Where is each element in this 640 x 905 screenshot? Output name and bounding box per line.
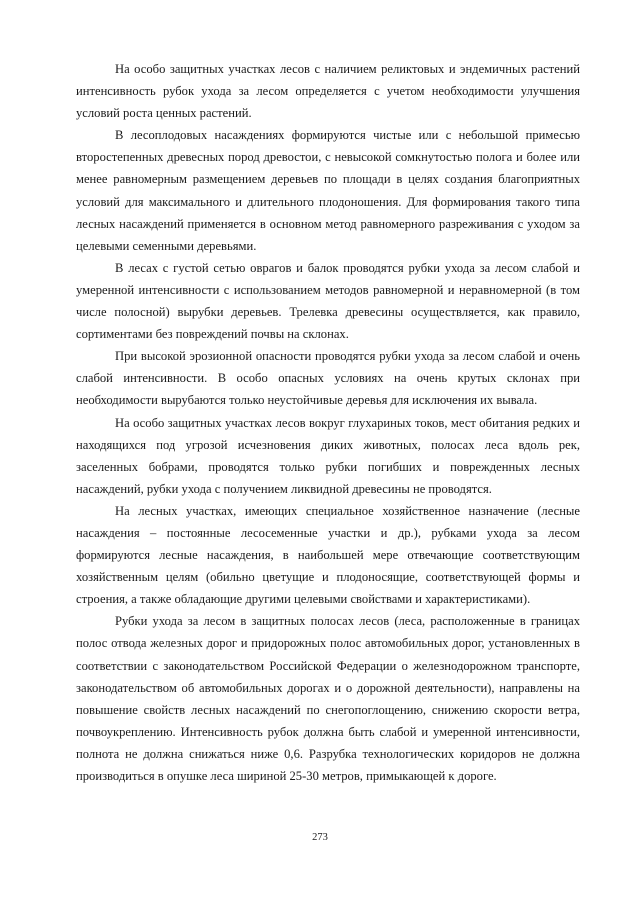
page-body xyxy=(76,58,580,787)
paragraph: На лесных участках, имеющих специальное хозяйственное назначение (лесные насаждения – постоянные лесосеменные участки и др.), рубками ухода за лесом формируются лесные насаждения, в наибольшей мере отвечающие соответствующим хозяйственным целям (обильно цветущие и плодоносящие, соответствующей формы и строения, а также обладающие другими целевыми свойствами и характеристиками). xyxy=(76,503,580,607)
paragraph: На особо защитных участках лесов вокруг глухариных токов, мест обитания редких и находящихся под угрозой исчезновения диких животных, полосах леса вдоль рек, заселенных бобрами, проводятся только рубки погибших и поврежденных лесных насаждений, рубки ухода с получением ликвидной древесины не проводятся. xyxy=(76,415,580,496)
paragraph: При высокой эрозионной опасности проводятся рубки ухода за лесом слабой и очень слабой интенсивности. В особо опасных условиях на очень крутых склонах при необходимости вырубаются только неустойчивые деревья для исключения их вывала. xyxy=(76,349,580,408)
paragraph: Рубки ухода за лесом в защитных полосах лесов (леса, расположенные в границах полос отвода железных дорог и придорожных полос автомобильных дорог, установленных в соответствии с законодательством Российской Федерации о железнодорожном транспорте, законодательством об автомобильных дорогах и о дорожной деятельности), направлены на повышение свойств лесных насаждений по снегопоглощению, снижению скорости ветра, почвоукреплению. Интенсивность рубок должна быть слабой и умеренной интенсивности, полнота не должна снижаться ниже 0,6. Разрубка технологических коридоров не должна производиться в опушке леса шириной 25-30 метров, примыкающей к дороге. xyxy=(76,614,580,783)
paragraph: В лесах с густой сетью оврагов и балок проводятся рубки ухода за лесом слабой и умеренной интенсивности с использованием методов равномерной и неравномерной (в том числе полосной) вырубки деревьев. Трелевка древесины осуществляется, как правило, сортиментами без повреждений почвы на склонах. xyxy=(76,260,580,342)
paragraph: В лесоплодовых насаждениях формируются чистые или с небольшой примесью второстепенных древесных пород древостои, с невысокой сомкнутостью полога и более или менее равномерным размещением деревьев по площади в целях создания благоприятных условий для максимального и длительного плодоношения. Для формирования такого типа лесных насаждений применяется в основном метод равномерного разреживания с уходом за целевыми семенными деревьями. xyxy=(76,128,580,253)
page-number: 273 xyxy=(312,832,328,843)
paragraph: На особо защитных участках лесов с наличием реликтовых и эндемичных растений интенсивность рубок ухода за лесом определяется с учетом необходимости улучшения условий роста ценных растений. xyxy=(76,62,580,121)
